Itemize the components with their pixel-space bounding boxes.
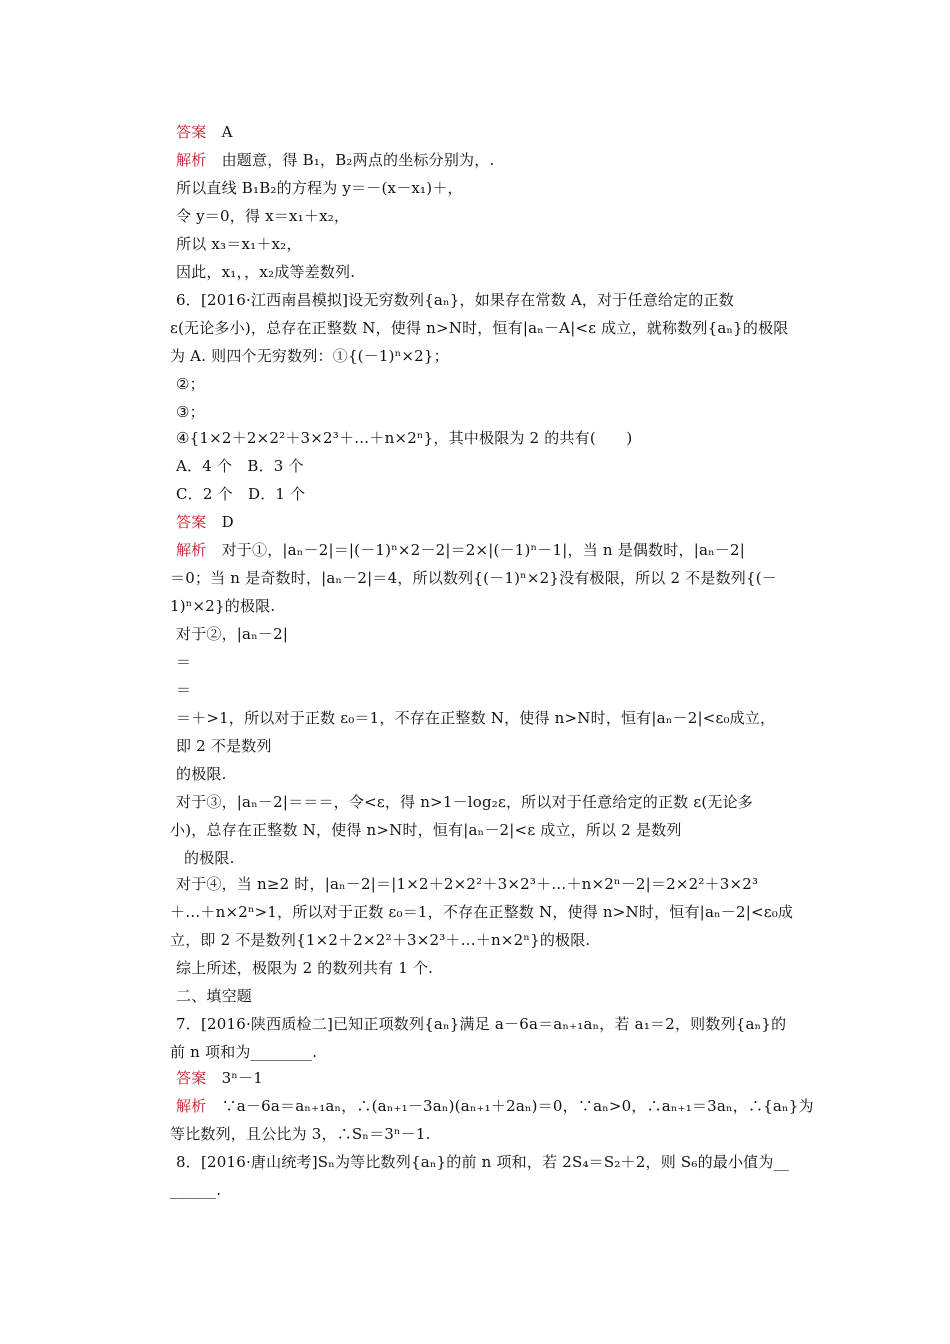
- text-line: 立，即 2 不是数列{1×2＋2×2²＋3×2³＋…＋n×2ⁿ}的极限.: [170, 931, 591, 949]
- answer-value: 3ⁿ－1: [221, 1069, 263, 1087]
- text-line: 对于①，|aₙ－2|＝|(－1)ⁿ×2－2|＝2×|(－1)ⁿ－1|，当 n 是偶数时，|aₙ－2|: [221, 541, 745, 559]
- option-line: C．2 个 D．1 个: [176, 485, 306, 503]
- analysis-label: 解析: [176, 541, 207, 559]
- answer-line: [176, 122, 810, 142]
- text-line: 所以 x₃＝x₁＋x₂，: [176, 235, 302, 253]
- text-line: ②；: [176, 375, 205, 393]
- text-line: ④{1×2＋2×2²＋3×2³＋…＋n×2ⁿ}，其中极限为 2 的共有( ): [176, 429, 633, 447]
- text-line: 等比数列，且公比为 3，∴Sₙ＝3ⁿ－1.: [170, 1125, 431, 1143]
- text-line: 对于③，|aₙ－2|＝＝＝，令<ε，得 n>1－log₂ε，所以对于任意给定的正数 ε(无论多: [176, 793, 753, 811]
- text-line: 令 y＝0，得 x＝x₁＋x₂，: [176, 207, 350, 225]
- answer-label: 答案: [176, 1069, 207, 1087]
- text-line: 因此，x₁，，x₂成等差数列.: [176, 263, 356, 281]
- text-line: 的极限.: [176, 765, 227, 783]
- answer-value: D: [221, 513, 234, 531]
- text-line: ＝0；当 n 是奇数时，|aₙ－2|＝4，所以数列{(－1)ⁿ×2}没有极限，所以 2 不是数列{(－: [170, 569, 777, 587]
- answer-line: [176, 1068, 810, 1088]
- answer-value: A: [221, 123, 233, 141]
- text-line: ＋…＋n×2ⁿ>1，所以对于正数 ε₀＝1，不存在正整数 N，使得 n>N时，恒有|aₙ－2|<ε₀成: [170, 903, 794, 921]
- text-line: ③；: [176, 403, 205, 421]
- text-line: ∵a－6a＝aₙ₊₁aₙ，∴(aₙ₊₁－3aₙ)(aₙ₊₁＋2aₙ)＝0，∵aₙ>0，∴aₙ₊₁＝3aₙ，∴{aₙ}为: [221, 1097, 814, 1115]
- text-line: 由题意，得 B₁，B₂两点的坐标分别为，.: [221, 151, 495, 169]
- text-line: ＝: [176, 681, 192, 699]
- text-line: 的极限.: [184, 849, 235, 867]
- text-line: 综上所述，极限为 2 的数列共有 1 个.: [176, 959, 434, 977]
- option-line: A．4 个 B．3 个: [176, 457, 304, 475]
- text-line: 前 n 项和为________.: [170, 1043, 318, 1061]
- text-line: 1)ⁿ×2}的极限.: [170, 597, 276, 615]
- answer-label: 答案: [176, 513, 207, 531]
- question-7-line: 7．[2016·陕西质检二]已知正项数列{aₙ}满足 a－6a＝aₙ₊₁aₙ，若 a₁＝2，则数列{aₙ}的: [176, 1015, 787, 1033]
- text-line: ＝: [176, 653, 192, 671]
- text-line: 为 A. 则四个无穷数列：①{(－1)ⁿ×2}；: [170, 347, 449, 365]
- text-line: 即 2 不是数列: [176, 737, 272, 755]
- text-line: ______.: [170, 1181, 222, 1199]
- text-line: 小)，总存在正整数 N，使得 n>N时，恒有|aₙ－2|<ε 成立，所以 2 是数列: [170, 821, 682, 839]
- text-line: 对于④，当 n≥2 时，|aₙ－2|＝|1×2＋2×2²＋3×2³＋…＋n×2ⁿ－2|＝2×2²＋3×2³: [176, 875, 759, 893]
- analysis-label: 解析: [176, 151, 207, 169]
- section-heading: 二、填空题: [176, 987, 253, 1005]
- text-line: 对于②，|aₙ－2|: [176, 625, 289, 643]
- analysis-label: 解析: [176, 1097, 207, 1115]
- question-6-line: 6．[2016·江西南昌模拟]设无穷数列{aₙ}，如果存在常数 A，对于任意给定的正数: [176, 291, 734, 309]
- text-line: 所以直线 B₁B₂的方程为 y＝－(x－x₁)＋，: [176, 179, 463, 197]
- text-line: ε(无论多小)，总存在正整数 N，使得 n>N时，恒有|aₙ－A|<ε 成立，就称数列{aₙ}的极限: [170, 319, 789, 337]
- analysis-line: [176, 150, 810, 170]
- text-line: ＝＋>1，所以对于正数 ε₀＝1，不存在正整数 N，使得 n>N时，恒有|aₙ－2|<ε₀成立，: [176, 709, 776, 727]
- answer-line: [176, 512, 810, 532]
- answer-label: 答案: [176, 123, 207, 141]
- analysis-line: [176, 540, 810, 560]
- analysis-line: [176, 1096, 814, 1116]
- question-8-line: 8．[2016·唐山统考]Sₙ为等比数列{aₙ}的前 n 项和，若 2S₄＝S₂＋2，则 S₆的最小值为__: [176, 1153, 789, 1171]
